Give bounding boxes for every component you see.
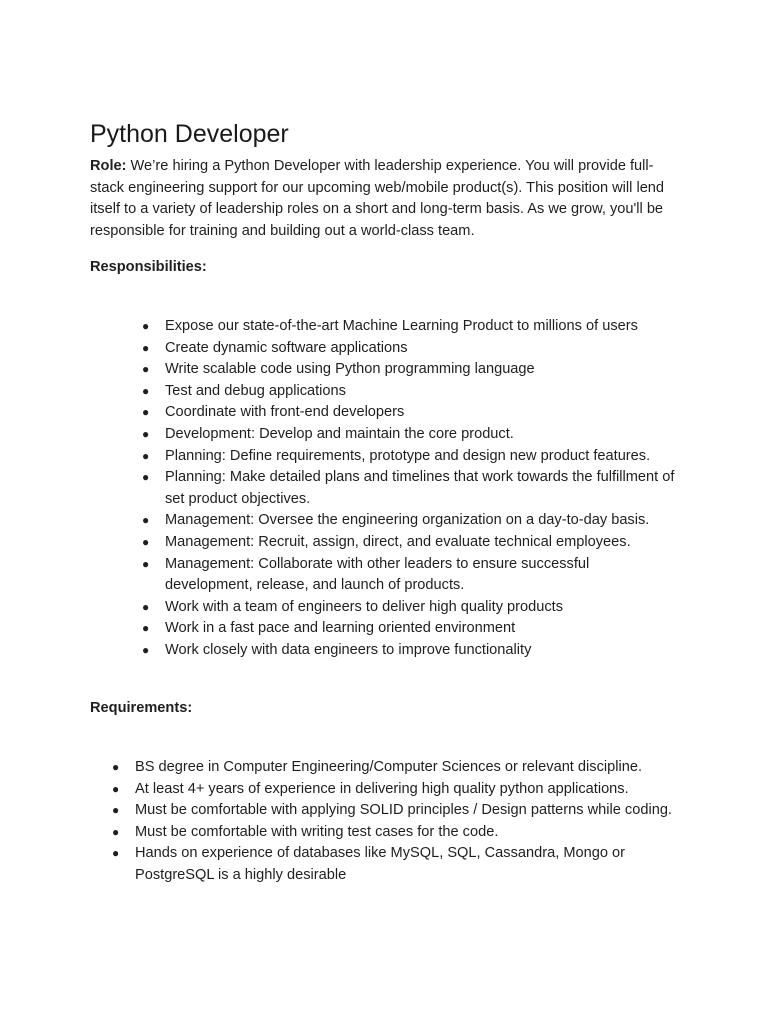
role-label: Role: xyxy=(90,158,127,174)
list-item-text: Work in a fast pace and learning oriented environment xyxy=(165,620,516,637)
list-item-text: Work with a team of engineers to deliver high quality products xyxy=(165,598,564,615)
list-item-text: Must be comfortable with applying SOLID principles / Design patterns while coding. xyxy=(135,802,672,819)
list-item xyxy=(142,467,680,510)
bullet-icon: ● xyxy=(112,760,120,775)
bullet-icon: ● xyxy=(112,846,120,861)
list-item xyxy=(142,424,680,446)
list-item-text: Hands on experience of databases like MySQL, SQL, Cassandra, Mongo or PostgreSQL is a highly desirable xyxy=(135,845,625,884)
responsibilities-heading: Responsibilities: xyxy=(90,259,207,276)
list-item xyxy=(142,554,680,597)
bullet-icon: ● xyxy=(142,405,150,420)
list-item-text: BS degree in Computer Engineering/Computer Sciences or relevant discipline. xyxy=(135,759,642,776)
bullet-icon: ● xyxy=(112,803,120,818)
bullet-icon: ● xyxy=(112,781,120,796)
list-item-text: Planning: Define requirements, prototype and design new product features. xyxy=(165,447,651,464)
bullet-icon: ● xyxy=(142,383,150,398)
list-item xyxy=(142,402,680,424)
document-page xyxy=(90,114,680,887)
bullet-icon: ● xyxy=(142,642,150,657)
bullet-icon: ● xyxy=(142,426,150,441)
role-paragraph xyxy=(90,156,680,242)
list-item xyxy=(112,800,680,822)
bullet-icon: ● xyxy=(142,513,150,528)
bullet-icon: ● xyxy=(142,340,150,355)
bullet-icon: ● xyxy=(142,599,150,614)
list-item-text: Expose our state-of-the-art Machine Learning Product to millions of users xyxy=(165,317,638,334)
list-item xyxy=(112,757,680,779)
bullet-icon: ● xyxy=(142,448,150,463)
list-item xyxy=(142,597,680,619)
bullet-icon: ● xyxy=(142,534,150,549)
list-item xyxy=(142,359,680,381)
list-item xyxy=(142,532,680,554)
list-item-text: Coordinate with front-end developers xyxy=(165,404,405,421)
list-item-text: Create dynamic software applications xyxy=(165,339,408,356)
list-item-text: Planning: Make detailed plans and timelines that work towards the fulfillment of set product objectives. xyxy=(165,469,675,507)
list-item xyxy=(142,640,680,662)
list-item xyxy=(112,779,680,801)
requirements-list xyxy=(90,757,680,887)
bullet-icon: ● xyxy=(112,824,120,839)
list-item xyxy=(142,316,680,338)
responsibilities-list xyxy=(90,316,680,662)
list-item-text: Management: Recruit, assign, direct, and evaluate technical employees. xyxy=(165,533,631,550)
role-text: We’re hiring a Python Developer with leadership experience. You will provide full-stack engineering support for our upcoming web/mobile product(s). This position will lend itself to a variety of leadership roles on a short and long-term basis. As we grow, you'll be responsible for training and building out a world-class team. xyxy=(90,158,665,239)
list-item xyxy=(142,510,680,532)
list-item-text: Write scalable code using Python programming language xyxy=(165,361,535,378)
requirements-heading: Requirements: xyxy=(90,700,193,717)
list-item xyxy=(142,338,680,360)
list-item-text: Work closely with data engineers to improve functionality xyxy=(165,641,532,658)
list-item-text: Test and debug applications xyxy=(165,382,346,399)
page-title: Python Developer xyxy=(90,120,289,148)
list-item xyxy=(112,843,680,886)
list-item-text: Management: Collaborate with other leaders to ensure successful development, release, and launch of products. xyxy=(165,555,590,594)
list-item xyxy=(142,446,680,468)
bullet-icon: ● xyxy=(142,362,150,377)
list-item-text: Development: Develop and maintain the core product. xyxy=(165,425,514,442)
list-item-text: Management: Oversee the engineering organization on a day-to-day basis. xyxy=(165,512,650,529)
list-item xyxy=(142,381,680,403)
bullet-icon: ● xyxy=(142,556,150,571)
list-item xyxy=(112,822,680,844)
bullet-icon: ● xyxy=(142,318,150,333)
bullet-icon: ● xyxy=(142,621,150,636)
list-item-text: Must be comfortable with writing test cases for the code. xyxy=(135,823,499,840)
bullet-icon: ● xyxy=(142,470,150,485)
list-item-text: At least 4+ years of experience in delivering high quality python applications. xyxy=(135,780,629,797)
list-item xyxy=(142,618,680,640)
